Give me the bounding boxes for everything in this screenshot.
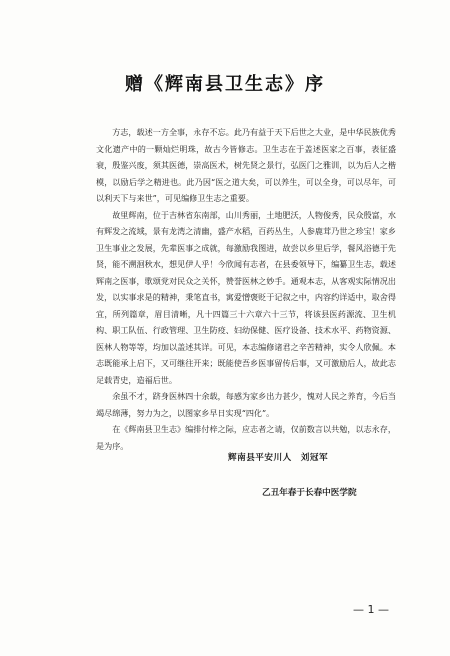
preface-paragraph: 余虽不才，跻身医林四十余载，每感为家乡出力甚少，愧对人民之养育，今后当竭尽绵薄，努力为之，以图家乡早日实现“四化”。: [96, 391, 396, 418]
preface-paragraph: 故里辉南，位于吉林省东南部，山川秀丽，土地肥沃，人物俊秀，民众殷富，水有辉发之流域，景有龙湾之清幽，盛产水稻，百药丛生，人参鹿茸乃世之珍宝！家乡卫生事业之发展，先辈医事之成就，每激励我图进，故尝以乡里后学，餐风浴德于先贤，能不溯洄秋水，想见伊人乎！今欣闻有志者，在县委领导下，编纂卫生志，载述辉南之医事，歌颂党对民众之关怀，赞誉医林之妙手。通观本志，从客观实际情况出发，以实事求是的精神，秉笔直书，寓爱憎褒贬于记叙之中，内容约详适中，取舍得宜，所列篇章，眉目清晰，凡十四篇三十六章六十三节，将该县医药源流、卫生机构、职工队伍、行政管理、卫生防疫、妇幼保健、医疗设备、技术水平、药物资源、医林人物等等，均加以盖述其详。可见，本志编修诸君之辛苦精神，实令人欣佩。本志既能承上启下，又可继往开来；既能使吾乡医事留传后事，又可激励后人，故此志足载青史，造福后世。: [96, 209, 396, 385]
document-title: 赠《辉南县卫生志》序: [125, 74, 325, 95]
date-place-signature: 乙丑年春于长春中医学院: [262, 488, 357, 498]
author-signature: 辉南县平安川人 刘冠军: [228, 453, 329, 463]
preface-paragraph: 在《辉南县卫生志》编排付梓之际，应志者之请，仅前数言以共勉，以志永存，是为序。: [96, 424, 396, 451]
preface-paragraph: 方志，载述一方全事，永存不忘。此乃有益于天下后世之大业，是中华民族优秀文化遗产中的一颗灿烂明珠，故古今皆修志。卫生志在于盖述医家之百事，表征盛衰，殷鉴兴废，须其医德，崇高医术，树先贤之景行，弘医门之雅训，以为后人之楷模，以励后学之精进也。此乃因“医之道大矣，可以养生，可以全身，可以尽年，可以利天下与来世”，可见编修卫生志之重要。: [96, 127, 396, 203]
preface-body: [96, 124, 396, 454]
page-number: — 1 —: [353, 603, 389, 616]
